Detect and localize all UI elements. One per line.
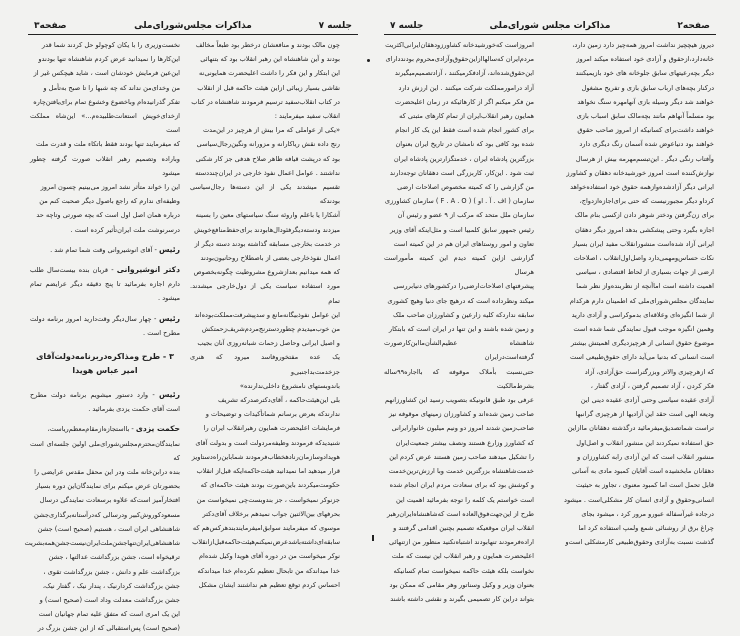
text-line: بحرفهای بین‌الاثنین جواب نمیدهم برخلاف آقای‌دکتر — [202, 509, 340, 518]
text-line: که ازهرچیزی والاتر وبزرگتراست حق‌آزادی، آزاد — [584, 367, 714, 376]
text-line: چراغ برق از روشنائی شمع ولمپ استفاده کرد اما — [578, 523, 714, 532]
text-line: دیگر بچه‌رعیتهای سابق جلوخانه های خود بازیمیکنند — [575, 69, 714, 78]
text-line: یک عده مفتخوروفاسد میرود که هنری جزخدمت‌بداجنبی‌و — [190, 353, 340, 376]
text-line: ایرانی آزاد شده‌است منشورانقلاب مفید ایران بسیار — [572, 239, 714, 248]
text-line: ایرانی دیگر آزادشده‌وازهمه حقوق خود استفاده‌خواهد — [570, 183, 714, 192]
text-line: شاهنشاهی ایران است ، هستیم (صحیح است) جشن — [37, 524, 180, 533]
left-page-left-column — [24, 38, 180, 636]
text-line: این‌حقوق‌شده‌اند، آزادفکرمیکنند ، آزادتصمیم‌میگیرند — [394, 69, 534, 78]
text-line: آزادی عقیده سیاسی وحتی آزادی عقیده دینی این — [580, 396, 714, 405]
text-line: بحضورتان عرض میکنم برای نمایندگان‌این دوره بسیار — [35, 482, 180, 491]
text-line: خانه‌دارد،ازحقوق و آزادی خود استفاده میکند امروز — [576, 55, 714, 64]
text-line: درباره همان اصل اول است که بچه صورتی وتاچه حد — [36, 211, 180, 220]
text-line: فکر کردن ، آزاد تصمیم گرفتن ، آزادی گفتار ، — [590, 381, 714, 390]
text-line: باندوبستهای نامشروع داخلی‌ندارنده» — [239, 381, 340, 390]
left-page — [0, 0, 368, 633]
exchange — [30, 243, 180, 340]
text-line: برای کشور انجام شده است فقط این یک کار انجام — [395, 126, 534, 135]
text-line: تعاون و امور روستاهای ایران هم در این کمیته است — [393, 239, 534, 248]
page-label: صفحه۲ — [677, 21, 710, 31]
text-line: نمایندگان‌محترم‌مجلس‌شورای‌ملی اولین جلسه‌ای است که — [30, 439, 180, 462]
speech-text: - بااستجازه‌ازمقام‌معظم‌ریاست، — [47, 425, 136, 434]
text-line: شاهنشاه عظیم‌الشأن‌ماابن‌کارصورت گرفته‌است‌درایران — [384, 339, 534, 362]
text-line: خواهند داشت‌برای کسانیکه از امروز صاحب حقوق — [577, 126, 714, 135]
text-line: رنج داده نقش ریاکارانه و مزورانه ونگین‌رجال‌سیاسی — [196, 140, 340, 149]
text-line: شده بود کافی بود که نامشان در تاریخ ایران بعنوان — [395, 140, 534, 149]
text-line: موضوع حقوق انسانی از هرچیزدیگری اهمیتش بیشتر — [570, 339, 714, 348]
text-line: جشن بزرگداشت کردارنیک ، پندار نیک ، گفتار نیک، — [42, 581, 180, 590]
text-line: اجازه بگیرد وحتی پیشکشی بدهد امروز دیگر دهقان — [575, 225, 714, 234]
text-line: در خدمت بخارجی مسابقه گذاشته بودند دسته دیگر از — [194, 239, 340, 248]
text-line: درسرنوشت ملت ایران‌تأثیر کرده است . — [70, 225, 180, 234]
text-line: وظیفه‌ای ندارم که راجع باصول دیگر صحبت کنم من — [39, 197, 180, 206]
text-line: بود مسلماً آنهاهم مانند بچه‌مالک سابق اسباب بازی — [576, 112, 714, 121]
text-line: برای زن‌گرفتن ودختر شوهر دادن ازکسی بنام مالک — [574, 211, 714, 220]
text-line: قرار میدهید اما نمیدانید هیئت‌حاکمه‌ایکه قبل‌از انقلاب — [196, 467, 340, 476]
text-line: در کتاب انقلاب‌سفید ترسیم فرمودند شاهنشاه در کتاب — [191, 97, 340, 106]
text-line: بلی این‌هیئت‌حاکمه ، آقای‌دکترصدرکه تشریف — [217, 396, 340, 405]
text-line: هویدادوسازمان‌رنادهخطاب‌فرمودند شماباین‌راه‌دستاویز — [191, 452, 340, 461]
text-line: ازخدای‌خویش استعانت‌طلبیده‌م...» این‌شاه مملکت است — [30, 112, 180, 135]
text-line: که میفرمایند تنها بودند فقط باتکاء ملت و قدرت ملت — [36, 140, 180, 149]
exchange — [30, 388, 180, 437]
speaker-turn — [30, 388, 180, 416]
text-line: سازمان ( اف . آ . او ) ( F . A . O ) سازمان کشاورزی — [384, 197, 534, 206]
text-line: است خواستم یک کلمه را توجه بفرمائید اهمیت این — [396, 495, 534, 504]
text-line: از شما انگیزه‌ای وعلاقه‌ای بدموکراسی و آزادی دارید — [571, 310, 714, 319]
document-title: مذاکرات مجلس‌شورای‌ملی — [134, 21, 252, 31]
text-line: اراده‌فرمودند تنهابودند اشتباه‌نکنید منظور من از‌تنهائی — [388, 538, 534, 547]
text-line: درجاده غیرآسفاله عبورو مرور کرد ، میشود بجای — [581, 509, 714, 518]
text-line: نوکر میخواست من در دوره آقای هویدا وکیل شده‌ام — [198, 552, 340, 561]
text-line: فرمایشات اعلیحضرت همایون رهبرانقلاب ایران را — [203, 424, 340, 433]
text-line: آشکارا یا باعلم واروئه سنگ سیاستهای معین را بسینه — [195, 211, 340, 220]
text-line: این‌کارها را نمیدانید عرض کردم شاهنشاه تنها بودندو — [38, 55, 180, 64]
text-line: مردم‌ایران که‌سالها‌ازاین‌حقوق‌وآزادی‌محروم بودنددارای — [385, 55, 534, 64]
text-line: شاهنشاهی‌ایران‌تنهاجشن‌ملت‌ایران‌نیست‌جشن‌همه‌بشریت — [24, 539, 180, 548]
text-line: نوازش‌کننده است امروز خورشیدخانه دهقان و کشاورز — [566, 168, 714, 177]
speaker-turn — [30, 243, 180, 257]
speaker-name: رئیس — [158, 313, 180, 323]
text-line: انقلاب ایران موقعیکه تصمیم بچنین اقدامی گرفتند و — [393, 523, 534, 532]
text-line: «یکی از عواملی که مرا بیش از هرچیز در این‌مدت — [202, 126, 340, 135]
text-line: و اصیل ایرانی وحاصل زحمات شبانه‌روزی آنان بجیب — [197, 339, 340, 348]
speech-text: - آقای انوشیروانی وقت شما تمام شد . — [50, 245, 159, 254]
text-line: و زمین شده باشند و این تنها در ایران است که بابتکار — [388, 325, 534, 334]
text-line: نداشتند . عوامل اعمال نفوذ خارجی در ایران‌چنددسته — [195, 168, 340, 177]
section-title-line: امیر عباس هویدا — [72, 366, 138, 376]
text-line: کرد‌او دیگر مجبورنیست که حتی برای‌اجازه‌ازدواج، — [579, 197, 714, 206]
text-line: اعلیحضرت همایون و رهبر انقلاب این نیست که ملت — [391, 552, 534, 561]
text-line: همایون رهبر انقلاب‌ایران از تمام کارهای مثبتی که — [399, 112, 534, 121]
text-line: این‌عین فرمایش خودشان است ، شاید هیچکس غیر از — [33, 69, 180, 78]
text-line: این عوامل نفوذبیگانه‌مانع و سدپیشرفت‌مملکت‌بوده‌اند — [194, 310, 340, 319]
text-line: اهمیت داشته است اما‌آنچه از نظربنده‌واز نظر شما — [576, 282, 714, 291]
section-title — [30, 350, 180, 378]
text-line: خدا میداندکه من تابحال تعظیم نکرده‌ام خدا میداندکه — [197, 566, 340, 575]
text-line: است انسانی که بدنیا می‌آید دارای حقوق‌طبیعی است — [570, 353, 714, 362]
left-page-right-column — [190, 38, 340, 592]
text-line: و کوشش بود که برای سعادت مردم ایران انجام شده — [389, 481, 534, 490]
paragraph — [30, 38, 180, 237]
text-line: نقاشی بسیار زیبائی ازاین هیئت حاکمه قبل از انقلاب — [197, 83, 340, 92]
text-line: من فکر میکنم اگر از کارهائیکه در زمان اعلیحضرت — [394, 97, 534, 106]
text-line: (صحیح است) پس‌استقبالی که از این جشن بزرگ در — [37, 624, 180, 633]
text-line: که همه میدانیم بعدازشروع مشروطیت چگونه‌بخصوص — [193, 268, 340, 277]
text-line: حکومت‌میکردند باین‌صورت بودند هیئت حاکمه‌ای که — [200, 481, 340, 490]
text-line: نمایندگان مجلس‌شورای‌ملی که اطمینان دارم هرکدام — [569, 296, 714, 305]
text-line: سازمان ملل متحد که مرکب از ۹ عضو و رئیس آن — [397, 211, 534, 220]
right-page-header — [384, 20, 716, 35]
text-line: چون مالک بودند و منافعشان درخطر بود طبعاً مخالف — [195, 41, 340, 49]
text-line: صاحب زمین شده‌اند و کشاورزان زمینهای موقوفه نیز — [388, 410, 534, 419]
session-label: جلسه ۷ — [318, 21, 352, 31]
text-line: بزرگترین پادشاه ایران ، خدمتگزارترین پادشاه ایران — [393, 154, 534, 163]
page-label: صفحه۳ — [34, 21, 67, 31]
text-line: این را خواند متأثر نشد امروز می‌بینیم چسون امروز — [40, 183, 180, 192]
text-line: نکات حساس‌ومهمی‌دارد واصل‌اول‌انقلاب ، اصلاحات — [573, 254, 714, 263]
text-line: آزاد درامورمملکت شرکت میکنند . این ارزش دارد — [398, 83, 534, 92]
text-line: عرفی بود طبق قانونیکه بتصویب رسید این کشاورزانهم — [385, 396, 534, 405]
text-line: دهقانان مابخشیده است آقایان کمبود مادی به آسانی — [571, 467, 714, 476]
speech-text: - قربان بنده بیست‌سال طلب دارم اجازه بفرمائید تا پنج دقیقه دیگر عرایضم تمام میشود . — [30, 266, 180, 303]
text-line: که کشاورز وزارع هستند ونصف بیشتر جمعیت‌ایران — [395, 438, 534, 447]
gutter-mark — [367, 59, 370, 62]
section-title-line: ۳ - طرح ومذاکره‌دربرنامه‌دولت‌آقای — [36, 352, 174, 362]
text-line: وآفتاب رنگی دیگر . این‌تبسم‌مهرمه بیش از هرسال — [575, 154, 714, 163]
text-line: ثبت شود . این‌کار، کاربزرگی است دهقانان توجه‌دارند — [389, 168, 534, 177]
text-line: گذشت نسبت به‌آزادی وحقوق‌طبیعی کارمشکلی است‌و — [565, 538, 714, 547]
text-line: حق استفاده نمیکردند این منشور انقلاب و اصل‌اول — [576, 438, 714, 447]
gutter-mark — [372, 535, 374, 541]
text-line: این یک امری است که متفق علیه تمام جهانیان است — [38, 610, 180, 619]
speaker-name: دکتر انوشیروانی — [116, 265, 180, 275]
text-line: بود که درپشت قیافه ظاهر صلاح هدفی جز کار شکنی — [195, 154, 340, 163]
text-line: خواهند شد دیگر وسیله بازی آنها‌مهره سنگ نخواهد — [577, 97, 714, 106]
speech-text: - وارد دستور میشویم برنامه دولت مطرح است آقای حکمت یزدی بفرمائید . — [30, 391, 180, 414]
text-line: گزارشی ازاین کمیته دیدم این کمیته مأموراست هرسال — [384, 254, 534, 277]
text-line: منشور انقلاب است که این آزادی رابه کشاورزان و — [577, 452, 714, 461]
speaker-turn — [30, 312, 180, 340]
right-page-left-column — [384, 38, 534, 606]
text-line: مسعودکوروش‌کبیر ودرسالی که‌درآستانه‌برگذاری‌جشن — [34, 510, 180, 519]
speaker-turn — [30, 263, 180, 306]
left-page-header — [28, 20, 358, 35]
text-line: افتخارآمیز است‌که علاوه برسعادت نمایندگی درسال — [39, 496, 180, 505]
text-line: انسانی‌وحقوق و آزادی انسان کار مشکلی‌است . میشود — [564, 495, 714, 504]
text-line: جشن بزرگداشت معدلت وداد است (صحیح است) و — [39, 595, 180, 604]
speaker-name: حکمت یزدی — [135, 424, 180, 434]
text-line: میکند ونظرداده است که درهیچ جای دنیا وهیچ کشوری — [387, 296, 534, 305]
text-line: نخست‌وزیری را با یکان کوچولو حل کردند شما قدر — [41, 41, 180, 49]
text-line: بتواند دراین کار تصمیمی بگیرند و نقشی داشته باشند — [390, 594, 534, 603]
text-line: بودند و آین شاهنشاه این رهبر انقلاب بود که بتنهائی — [200, 55, 340, 64]
paragraph — [24, 437, 180, 636]
text-line: طرح از این‌جهت‌فوق‌العاده است که‌شاهنشاه‌ایران‌رهبر — [386, 509, 534, 518]
text-line: من گزارشی را که کمیته مخصوص اصلاحات ارضی — [397, 183, 534, 192]
text-line: حتی‌نسبت بأملاک موقوفه که بااجاره۹۹ساله بشرط‌مالکیت — [384, 367, 534, 390]
text-line: ودیعه الهی است حقد این آزادیها از هرچیزی گرانبها — [575, 410, 714, 419]
right-page — [372, 0, 740, 603]
speaker-name: رئیس — [158, 244, 180, 254]
text-line: رئیس جمهور سابق کلمبیا است و مثل‌اینکه آقای وزیر — [389, 225, 534, 234]
text-line: ترقیخواه است، جشن بزرگداشت عدالتها ، جشن — [48, 553, 180, 562]
text-line: میزدند ودسته‌دیگرفئودال‌هابودند برای‌حفظ‌منافع‌خویش — [194, 225, 340, 234]
text-line: موسوی که میفرمایند سوابق‌امیفرمایندبندهرکس‌هم که — [192, 523, 340, 532]
text-line: تفکر گذرانیده‌ام وباخضوع وخشوع تمام برای‌یافتن‌چاره — [33, 97, 180, 106]
text-line: نخواست بلکه هیئت حاکمه نمیخواست تمام کسانیکه — [393, 566, 534, 575]
text-line: احساس کردم توقع تعظیم هم نداشتند ایشان مشکل — [198, 580, 340, 589]
text-line: دیروز هیچچیز نداشت امروز همه‌چیز دارد زمین دارد، — [572, 41, 714, 49]
session-label: جلسه ۷ — [390, 21, 424, 31]
speaker-name: رئیس — [158, 390, 180, 400]
text-line: سابقه ندارد‌که کلیه زارعین و کشاورزان صاحب ملک — [392, 310, 534, 319]
text-line: ارضی از جهات بسیاری از لحاظ اقتصادی ، سیاسی — [575, 268, 714, 277]
text-line: من خوب‌میدیدم چطوردسترنج‌مردم‌شریف‌زحمتکش — [201, 325, 340, 334]
text-line: قابل تحمل است اما کمبود معنوی ، تجاوز به حیثیت — [576, 481, 714, 490]
text-line: بنده درابن‌خانه ملت ودر این محفل مقدس عرایضی را — [34, 468, 180, 477]
text-line: پیشرفتهای اصلاحات‌ارضی‌را درکشورهای دنیابررسی — [393, 282, 534, 291]
text-line: تقسیم میشدند یکی از این دسته‌ها رجال‌سیاسی بودندکه — [190, 183, 340, 206]
text-line: وهمین انگیزه موجب قبول نمایندگی شما شده است — [573, 325, 714, 334]
text-line: شنیدیدکه فرمودند وظیفه‌مردولت است و بدولت آقای — [195, 438, 340, 447]
text-line: اعمال نفوذخارجی بعضی از باصطلاح روحانیون‌بودند — [200, 254, 340, 263]
text-line: این ابتکار و این فکر را داشت اعلیحضرت همایونی‌نه — [198, 69, 340, 78]
text-line: را تشکیل میدهند صاحب زمین هستند عرض کردم این — [389, 452, 534, 461]
text-line: سابقه‌ای‌داشته‌باشدعرض‌نمیکنم‌هیئت‌حاکمه‌قبل‌ازانقلاب — [192, 538, 340, 547]
text-line: صاحب‌زمین شدند امروز دو ونیم میلیون خانوارایرانی — [391, 424, 534, 433]
text-line: امروزاست که‌خورشیدخانه کشاورزودهقان‌ایرانی‌اکثریت — [385, 41, 534, 49]
text-line: انقلاب سفید میفرمایند : — [274, 112, 340, 121]
right-page-right-column — [564, 38, 714, 549]
text-line: بعنوان وزیر و وکیل وسناتور وهر مقامی که ممکن بود — [389, 580, 534, 589]
text-line: خواهند بود دنیاعوض شده آسمان رنگ دیگری دارد — [579, 140, 714, 149]
text-line: مورد استفاده سیاست یکی از دول‌خارجی میشدند. تمام — [190, 282, 340, 305]
text-line: ندارندکه بعرض برسانم شما‌تأکیدات و توضیحات و — [205, 410, 340, 419]
text-line: تراست شماتصدیق‌میفرمائید درگذشته دهقانان ماازاین — [567, 424, 714, 433]
speech-text: - چهار سال‌دیگر وقت‌دارید امروز برنامه دولت مطرح است . — [30, 314, 180, 337]
text-line: بزرگداشت علم و دانش ، جشن بزرگداشت تقوی ، — [43, 567, 180, 576]
text-line: من وخدای‌من نداند که چه شبها را تا صبح به‌تأمل و — [43, 83, 180, 92]
text-line: وباراده وتصمیم رهبر انقلاب صورت گرفته چطور میشود — [30, 154, 180, 177]
text-line: جزنوکر نمیخواست ، جز بندوبست‌چی نمیخواست من — [196, 495, 340, 504]
speaker-turn — [30, 422, 180, 436]
text-line: خدمت‌شاهنشاه بزرگترین خدمت وبا ارزش‌ترین‌خدمت — [388, 467, 534, 476]
text-line: درکنار بچه‌های ارباب سابق بازی و تفریح مشغول — [581, 83, 714, 92]
document-title: مذاکرات مجلس شورای‌ملی — [489, 21, 611, 31]
